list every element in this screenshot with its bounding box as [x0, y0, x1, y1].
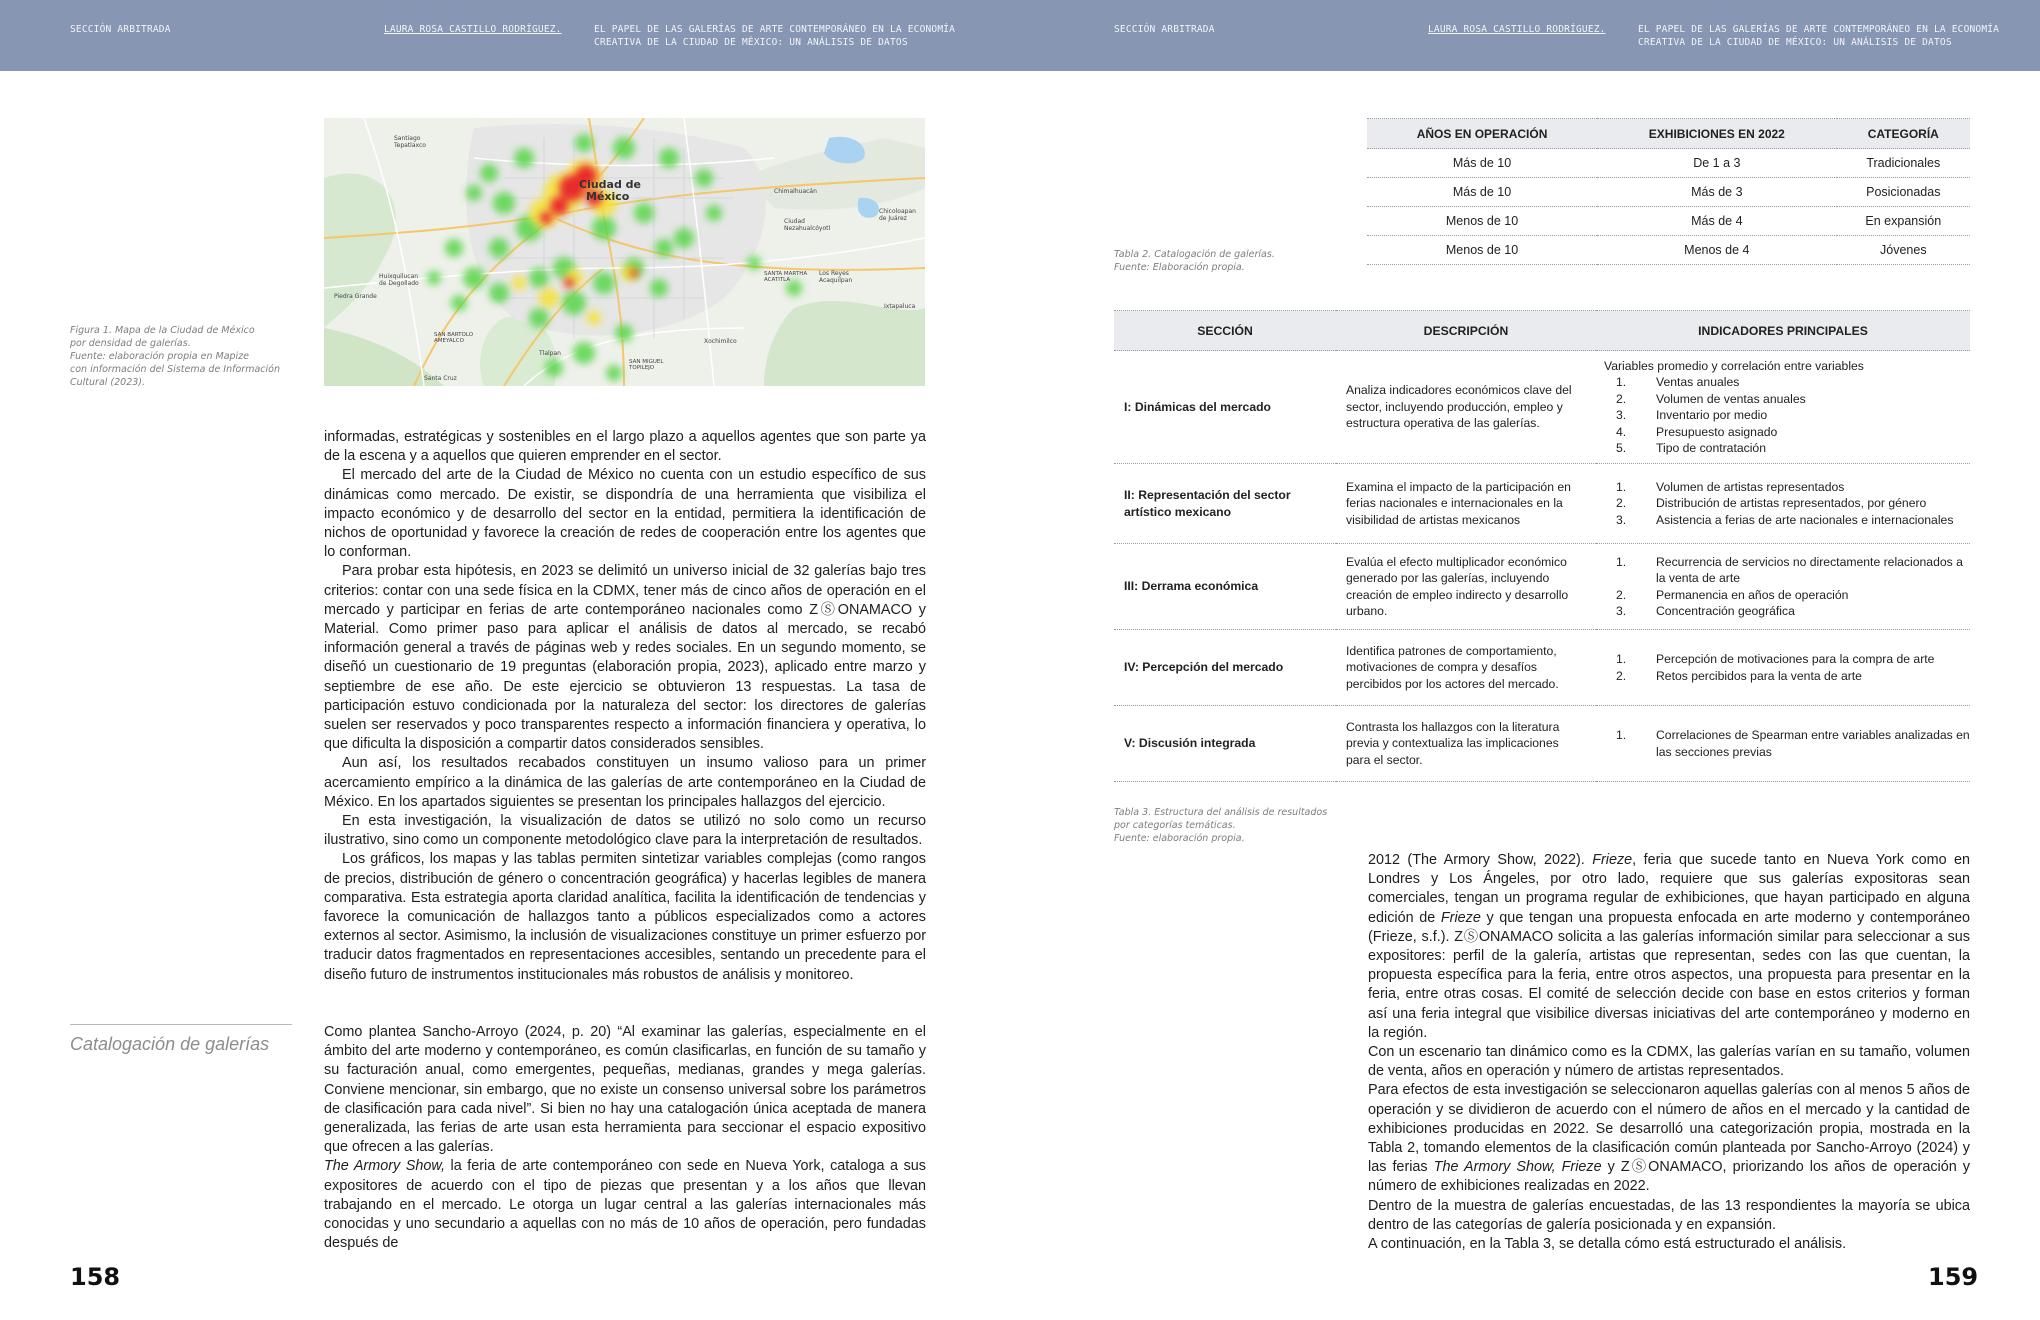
- column-header: DESCRIPCIÓN: [1336, 311, 1596, 351]
- table-cell: Más de 10: [1367, 178, 1597, 207]
- svg-text:Huixquilucan: Huixquilucan: [379, 273, 419, 280]
- emphasis: Frieze: [1440, 909, 1481, 926]
- svg-text:Ixtapaluca: Ixtapaluca: [884, 303, 916, 310]
- paragraph: Los gráficos, los mapas y las tablas permiten sintetizar variables complejas (como rangos de precios, distribución de género o concentración geográfica) y hacerlas legibles de manera comparativa. Esta estrategia aporta claridad analítica, facilita la identificación de tendencias y favorece la comunicación de hallazgos tanto a públicos especializados como a actores externos al sector. Asimismo, la inclusión de visualizaciones constituye un primer esfuerzo por traducir datos fragmentados en representaciones accesibles, sentando un precedente para el diseño futuro de instrumentos institucionales más robustos de análisis y monitoreo.: [324, 851, 926, 983]
- list-item: 1. Recurrencia de servicios no directamente relacionados a la venta de arte: [1616, 554, 1963, 585]
- table-row: [1367, 149, 1970, 178]
- indicator-list: [1596, 374, 1970, 457]
- column-header: SECCIÓN: [1114, 311, 1336, 351]
- svg-text:SANTA MARTHA: SANTA MARTHA: [764, 271, 808, 277]
- indicators-cell: [1596, 351, 1970, 464]
- list-item: 2. Retos percibidos para la venta de arte: [1616, 668, 1862, 683]
- list-item: 3. Asistencia a ferias de arte nacionales e internacionales: [1616, 512, 1954, 527]
- paragraph: Aun así, los resultados recabados constituyen un insumo valioso para un primer acercamiento empírico a la dinámica de las galerías de arte contemporáneo en la Ciudad de México. En los apartados siguientes se presentan los principales hallazgos del ejercicio.: [324, 755, 926, 810]
- column-header: EXHIBICIONES EN 2022: [1597, 119, 1837, 149]
- page-number-right: 159: [1928, 1263, 1979, 1291]
- list-item: 1. Percepción de motivaciones para la compra de arte: [1616, 652, 1935, 666]
- header-section-right: SECCIÓN ARBITRADA: [1114, 24, 1215, 35]
- svg-text:Acaquilpan: Acaquilpan: [819, 277, 853, 284]
- section-cell: III: Derrama económica: [1114, 544, 1336, 630]
- paragraph: Dentro de la muestra de galerías encuestadas, de las 13 respondientes la mayoría se ubica dentro de las categorías de galería posicionada y en expansión.: [1368, 1197, 1970, 1233]
- paragraph: informadas, estratégicas y sostenibles en el largo plazo a aquellos agentes que son parte ya de la escena y a aquellos que quieren emprender en el sector.: [324, 429, 926, 465]
- page-number-left: 158: [70, 1263, 121, 1291]
- svg-text:Chicoloapan: Chicoloapan: [879, 208, 916, 215]
- table3-analysis-structure: [1114, 310, 1970, 782]
- header-title-right: EL PAPEL DE LAS GALERÍAS DE ARTE CONTEMPORÁNEO EN LA ECONOMÍA CREATIVA DE LA CIUDAD DE MÉXICO: UN ANÁLISIS DE DATOS: [1638, 24, 2000, 48]
- table-cell: De 1 a 3: [1597, 149, 1837, 178]
- header-author-right: LAURA ROSA CASTILLO RODRÍGUEZ.: [1428, 24, 1606, 35]
- indicator-list: [1596, 479, 1970, 529]
- section-cell: IV: Percepción del mercado: [1114, 630, 1336, 706]
- table-cell: Jóvenes: [1837, 236, 1970, 265]
- indicators-cell: [1596, 544, 1970, 630]
- svg-text:Piedra Grande: Piedra Grande: [334, 293, 377, 300]
- list-item: 4. Presupuesto asignado: [1616, 424, 1778, 439]
- svg-text:Los Reyes: Los Reyes: [819, 270, 849, 277]
- svg-text:Ciudad: Ciudad: [784, 218, 805, 225]
- emphasis: The Armory Show,: [324, 1158, 445, 1175]
- section-cell: I: Dinámicas del mercado: [1114, 351, 1336, 464]
- section-cell: V: Discusión integrada: [1114, 706, 1336, 782]
- header-section-left: SECCIÓN ARBITRADA: [70, 24, 171, 35]
- paragraph: Como plantea Sancho-Arroyo (2024, p. 20) “Al examinar las galerías, especialmente en el ámbito del arte moderno y contemporáneo, es común clasificarlas, en función de su tamaño y su facturación anual, como emergentes, pequeñas, medianas, grandes y mega galerías. Conviene mencionar, sin embargo, que no existe un consenso universal sobre los parámetros de clasificación para cada nivel”. Si bien no hay una catalogación única aceptada de manera generalizada, las ferias de arte usan esta herramienta para seccionar el espacio expositivo que ofrecen a las galerías.: [324, 1024, 926, 1156]
- table-header-row: [1367, 119, 1970, 149]
- table-row: [1367, 178, 1970, 207]
- indicators-cell: [1596, 630, 1970, 706]
- table-row: [1367, 236, 1970, 265]
- indicator-list: [1596, 727, 1970, 760]
- list-item: 3. Inventario por medio: [1616, 408, 1768, 422]
- left-body-text-2: [324, 1023, 926, 1253]
- right-body-text: [1368, 851, 1970, 1254]
- text-run: la feria de arte contemporáneo con sede en Nueva York, cataloga a sus expositores de acuerdo con el tipo de piezas que presentan y a los años que llevan trabajando en el mercado. Le otorga un lugar central a las galerías internacionales más conocidas y uno secundario a aquellas con no más de 10 años de operación, pero fundadas después de: [324, 1158, 926, 1252]
- svg-text:ACATITLA: ACATITLA: [764, 277, 791, 283]
- column-header: AÑOS EN OPERACIÓN: [1367, 119, 1597, 149]
- paragraph: A continuación, en la Tabla 3, se detalla cómo está estructurado el análisis.: [1368, 1236, 1847, 1253]
- svg-text:Santa Cruz: Santa Cruz: [424, 375, 457, 382]
- svg-text:TOPILEJO: TOPILEJO: [629, 365, 655, 371]
- running-header: [0, 0, 2040, 71]
- emphasis: The Armory Show, Frieze: [1433, 1159, 1602, 1176]
- table-cell: Menos de 4: [1597, 236, 1837, 265]
- description-cell: Evalúa el efecto multiplicador económico generado por las galerías, incluyendo creación de empleo indirecto y desarrollo urbano.: [1336, 544, 1596, 630]
- table-cell: Más de 10: [1367, 149, 1597, 178]
- svg-text:Chimalhuacán: Chimalhuacán: [774, 188, 817, 195]
- list-item: 2. Distribución de artistas representados, por género: [1616, 496, 1927, 511]
- indicators-cell: [1596, 706, 1970, 782]
- paragraph: Con un escenario tan dinámico como es la CDMX, las galerías varían en su tamaño, volumen de venta, años en operación y número de artistas representados.: [1368, 1044, 1970, 1080]
- svg-text:SAN BARTOLO: SAN BARTOLO: [434, 332, 474, 338]
- table-cell: Menos de 10: [1367, 207, 1597, 236]
- description-cell: Contrasta los hallazgos con la literatura previa y contextualiza las implicaciones para el sector.: [1336, 706, 1596, 782]
- header-title-left: EL PAPEL DE LAS GALERÍAS DE ARTE CONTEMPORÁNEO EN LA ECONOMÍA CREATIVA DE LA CIUDAD DE MÉXICO: UN ANÁLISIS DE DATOS: [594, 24, 956, 48]
- table2-gallery-categories: [1367, 118, 1970, 265]
- table-cell: Menos de 10: [1367, 236, 1597, 265]
- list-item: 1. Ventas anuales: [1616, 375, 1740, 389]
- svg-text:Tepatlaxco: Tepatlaxco: [394, 142, 426, 149]
- paragraph: Para probar esta hipótesis, en 2023 se delimitó un universo inicial de 32 galerías bajo tres criterios: contar con una sede física en la CDMX, tener más de cinco años de operación en el mercado y participar en ferias de arte contemporáneo nacionales como ZⓈONAMACO y Material. Como primer paso para aplicar el análisis de datos al mercado, se recabó información general a través de páginas web y redes sociales. En un segundo momento, se diseñó un cuestionario de 19 preguntas (elaboración propia, 2023), aplicado entre marzo y septiembre de ese año. De este ejercicio se obtuvieron 13 respuestas. La tasa de participación estuvo condicionada por la naturaleza del sector: los directores de galerías suelen ser reservados y poco transparentes respecto a información financiera y operativa, lo que dificulta la disposición a compartir datos considerados sensibles.: [324, 563, 926, 753]
- map-label-city: Ciudad de México: [579, 178, 642, 203]
- paragraph: Para efectos de esta investigación se seleccionaron aquellas galerías con al menos 5 años de operación y se dividieron de acuerdo con el número de años en el mercado y la cantidad de exhibiciones producidas en 2022. Se desarrolló una categorización propia, mostrada en la Tabla 2, tomando elementos de la clasificación común planteada por Sancho-Arroyo (2024) y las ferias The Armory Show, Frieze y ZⓈONAMACO, priorizando los años de operación y número de exhibiciones realizadas en 2022.: [1368, 1082, 1970, 1195]
- column-header: INDICADORES PRINCIPALES: [1596, 311, 1970, 351]
- gallery-density-map: [324, 118, 925, 386]
- table-cell: Más de 4: [1597, 207, 1837, 236]
- table-row: [1367, 207, 1970, 236]
- list-item: 3. Concentración geográfica: [1616, 604, 1795, 618]
- figure1-caption: Figura 1. Mapa de la Ciudad de México por densidad de galerías. Fuente: elaboración propia en Mapize con información del Sistema de Información Cultural (2023).: [70, 325, 280, 388]
- table-header-row: [1114, 311, 1970, 351]
- table-cell: En expansión: [1837, 207, 1970, 236]
- table2-caption: Tabla 2. Catalogación de galerías. Fuente: Elaboración propia.: [1114, 249, 1275, 273]
- table-row: [1114, 630, 1970, 706]
- table-row: [1114, 351, 1970, 464]
- list-item: 2. Volumen de ventas anuales: [1616, 391, 1806, 406]
- svg-text:Santiago: Santiago: [394, 135, 421, 142]
- table-cell: Más de 3: [1597, 178, 1837, 207]
- list-item: 1. Correlaciones de Spearman entre variables analizadas en las secciones previas: [1616, 728, 1970, 759]
- svg-text:de Juárez: de Juárez: [879, 215, 907, 222]
- left-body-text: [324, 428, 926, 985]
- section-cell: II: Representación del sector artístico mexicano: [1114, 464, 1336, 544]
- svg-text:de Degollado: de Degollado: [379, 280, 419, 287]
- table3-caption: Tabla 3. Estructura del análisis de resultados por categorías temáticas. Fuente: elaboración propia.: [1114, 807, 1328, 844]
- header-author-left: LAURA ROSA CASTILLO RODRÍGUEZ.: [384, 24, 562, 35]
- table-row: [1114, 544, 1970, 630]
- indicators-intro: Variables promedio y correlación entre variables: [1604, 358, 1864, 373]
- svg-text:Nezahualcóyotl: Nezahualcóyotl: [784, 225, 831, 232]
- indicator-list: [1596, 554, 1970, 620]
- paragraph: 2012 (The Armory Show, 2022). Frieze, feria que sucede tanto en Nueva York como en Londres y Los Ángeles, por otro lado, requiere que sus galerías expositoras sean comerciales, tengan un programa regular de exhibiciones, que hayan participado en alguna edición de Frieze y que tengan una propuesta enfocada en arte moderno y contemporáneo (Frieze, s.f.). ZⓈONAMACO solicita a las galerías información similar para seleccionar a sus expositores: perfil de la galería, artistas que representan, sedes con las que cuentan, la propuesta específica para la feria, entre otros aspectos, una propuesta para presentar en la feria, entre otras cosas. El comité de selección decide con base en estos criterios y forman así una feria integral que visibilice diversas iniciativas del arte contemporáneo y moderno en la región.: [1368, 852, 1971, 1041]
- column-header: CATEGORÍA: [1837, 119, 1970, 149]
- table-row: [1114, 464, 1970, 544]
- svg-text:SAN MIGUEL: SAN MIGUEL: [629, 359, 664, 365]
- table-cell: Posicionadas: [1837, 178, 1970, 207]
- list-item: 5. Tipo de contratación: [1616, 441, 1766, 455]
- section-divider: [70, 1024, 292, 1025]
- paragraph: El mercado del arte de la Ciudad de México no cuenta con un estudio específico de sus dinámicas como mercado. De existir, se dispondría de una herramienta que visibiliza el impacto económico y de desarrollo del sector en la entidad, permitiera la identificación de nichos de oportunidad y favorece la creación de redes de cooperación entre los agentes que lo conforman.: [324, 467, 926, 561]
- paragraph: En esta investigación, la visualización de datos se utilizó no solo como un recurso ilustrativo, sino como un componente metodológico clave para la interpretación de resultados.: [324, 813, 926, 849]
- list-item: 2. Permanencia en años de operación: [1616, 587, 1849, 602]
- indicator-list: [1596, 651, 1970, 684]
- description-cell: Analiza indicadores económicos clave del sector, incluyendo producción, empleo y estructura operativa de las galerías.: [1336, 351, 1596, 464]
- paragraph: [324, 1157, 926, 1253]
- svg-text:Tlalpan: Tlalpan: [539, 350, 561, 357]
- indicators-cell: [1596, 464, 1970, 544]
- description-cell: Identifica patrones de comportamiento, motivaciones de compra y desafíos percibidos por los actores del mercado.: [1336, 630, 1596, 706]
- list-item: 1. Volumen de artistas representados: [1616, 479, 1845, 494]
- svg-text:AMEYALCO: AMEYALCO: [434, 338, 464, 344]
- svg-text:Xochimilco: Xochimilco: [704, 338, 737, 345]
- description-cell: Examina el impacto de la participación en ferias nacionales e internacionales en la visibilidad de artistas mexicanos: [1336, 464, 1596, 544]
- table-row: [1114, 706, 1970, 782]
- table-cell: Tradicionales: [1837, 149, 1970, 178]
- emphasis: Frieze: [1592, 852, 1633, 868]
- section-heading: Catalogación de galerías: [70, 1034, 270, 1054]
